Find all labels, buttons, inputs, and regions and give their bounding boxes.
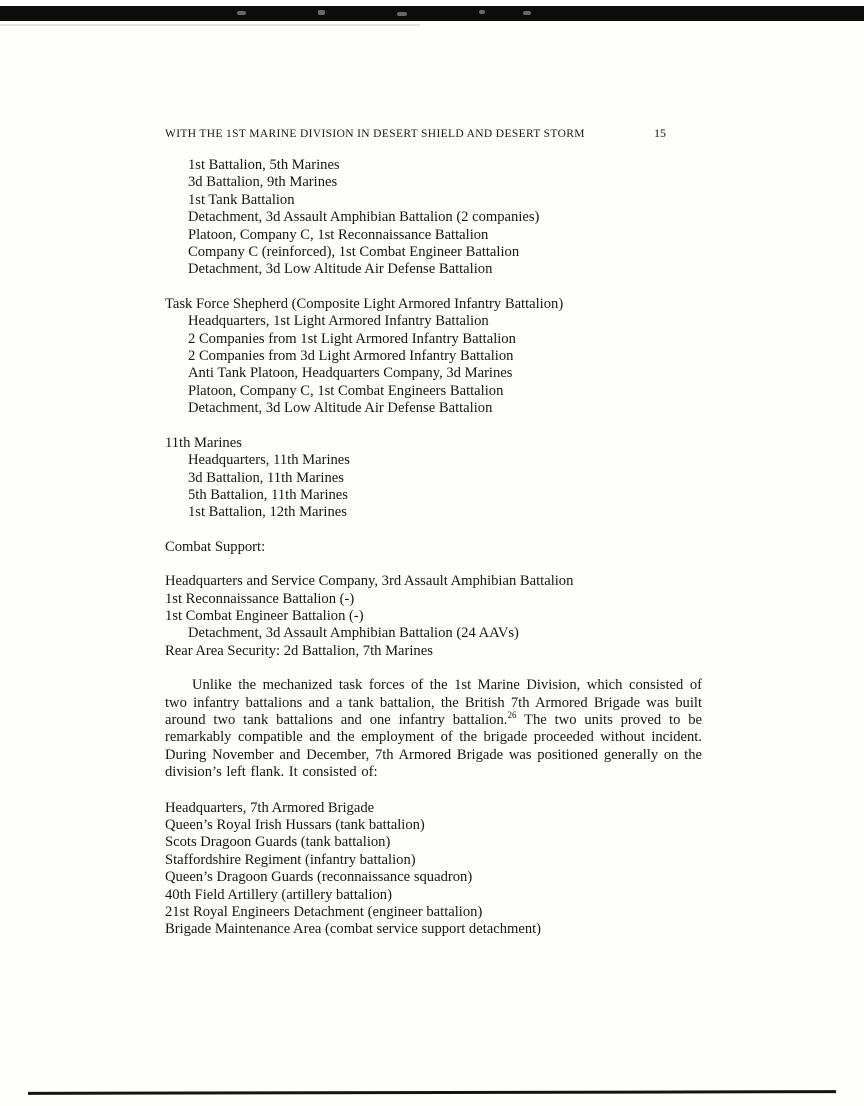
- unit-line: Company C (reinforced), 1st Combat Engineer Battalion: [188, 244, 520, 261]
- section-title: Task Force Shepherd (Composite Light Armored Infantry Battalion): [165, 295, 564, 312]
- continued-unit-list: [165, 157, 702, 279]
- footnote-reference: 26: [507, 710, 517, 721]
- page-header: [165, 126, 702, 141]
- unit-line: Headquarters, 11th Marines: [188, 452, 350, 469]
- document-page: [165, 126, 702, 939]
- unit-line: Brigade Maintenance Area (combat service support detachment): [165, 921, 542, 938]
- scan-smudge: [318, 10, 325, 15]
- scan-artifact-top-bar: [0, 6, 864, 21]
- unit-line: 3d Battalion, 11th Marines: [188, 469, 344, 486]
- unit-line: Platoon, Company C, 1st Reconnaissance Battalion: [188, 226, 489, 243]
- scan-artifact-bottom-line: [28, 1090, 836, 1095]
- unit-line: Queen’s Dragoon Guards (reconnaissance squadron): [165, 869, 473, 886]
- scan-smudge: [237, 11, 246, 15]
- section-title: Combat Support:: [165, 538, 266, 555]
- scan-smudge: [479, 10, 485, 14]
- paragraph-text: Unlike the mechanized task forces of the 1st Marine Division, which consisted of two infantry battalions and a tank battalion, the British 7th Armored Brigade was built around two tank battalions and one infantry battalion.: [165, 677, 702, 728]
- unit-line: 40th Field Artillery (artillery battalion): [165, 886, 392, 903]
- combat-support-list: [165, 573, 702, 660]
- british-brigade-list: [165, 800, 702, 939]
- unit-line: 5th Battalion, 11th Marines: [188, 486, 348, 503]
- unit-line: 2 Companies from 1st Light Armored Infantry Battalion: [188, 330, 516, 347]
- task-force-shepherd-section: [165, 296, 702, 418]
- unit-line: Rear Area Security: 2d Battalion, 7th Marines: [165, 642, 433, 659]
- section-title: 11th Marines: [165, 434, 242, 451]
- scan-artifact-faint-line: [0, 24, 420, 26]
- combat-support-heading: [165, 539, 702, 556]
- unit-line: Scots Dragoon Guards (tank battalion): [165, 834, 391, 851]
- unit-line: 1st Battalion, 12th Marines: [188, 504, 347, 521]
- running-title: WITH THE 1ST MARINE DIVISION IN DESERT SHIELD AND DESERT STORM: [165, 128, 585, 140]
- unit-line: Headquarters, 1st Light Armored Infantry Battalion: [188, 313, 489, 330]
- scan-smudge: [397, 12, 407, 16]
- unit-line: Detachment, 3d Low Altitude Air Defense Battalion: [188, 261, 493, 278]
- unit-line: Platoon, Company C, 1st Combat Engineers Battalion: [188, 382, 504, 399]
- unit-line: Detachment, 3d Low Altitude Air Defense Battalion: [188, 400, 493, 417]
- scan-smudge: [523, 11, 531, 15]
- unit-line: Anti Tank Platoon, Headquarters Company, 3d Marines: [188, 365, 513, 382]
- unit-line: Staffordshire Regiment (infantry battalion): [165, 851, 416, 868]
- unit-line: Headquarters and Service Company, 3rd Assault Amphibian Battalion: [165, 573, 574, 590]
- unit-line: 1st Tank Battalion: [188, 191, 295, 208]
- unit-line: Detachment, 3d Assault Amphibian Battalion (24 AAVs): [188, 625, 519, 642]
- unit-line: 1st Reconnaissance Battalion (-): [165, 590, 355, 607]
- unit-line: 21st Royal Engineers Detachment (engineer battalion): [165, 904, 483, 921]
- unit-line: 1st Battalion, 5th Marines: [188, 157, 340, 173]
- unit-line: 2 Companies from 3d Light Armored Infantry Battalion: [188, 348, 514, 365]
- paragraph-text: The two units proved to be remarkably compatible and the employment of the brigade proceeded without incident. During November and December, 7th Armored Brigade was positioned generally on the division’s left flank. It consisted of:: [165, 711, 703, 781]
- eleventh-marines-section: [165, 435, 702, 522]
- unit-line: Headquarters, 7th Armored Brigade: [165, 799, 375, 816]
- unit-line: 1st Combat Engineer Battalion (-): [165, 607, 364, 624]
- unit-line: 3d Battalion, 9th Marines: [188, 174, 338, 191]
- unit-line: Queen’s Royal Irish Hussars (tank battalion): [165, 817, 425, 833]
- page-number: 15: [654, 126, 666, 140]
- unit-line: Detachment, 3d Assault Amphibian Battalion (2 companies): [188, 209, 540, 226]
- body-paragraph: [165, 677, 702, 781]
